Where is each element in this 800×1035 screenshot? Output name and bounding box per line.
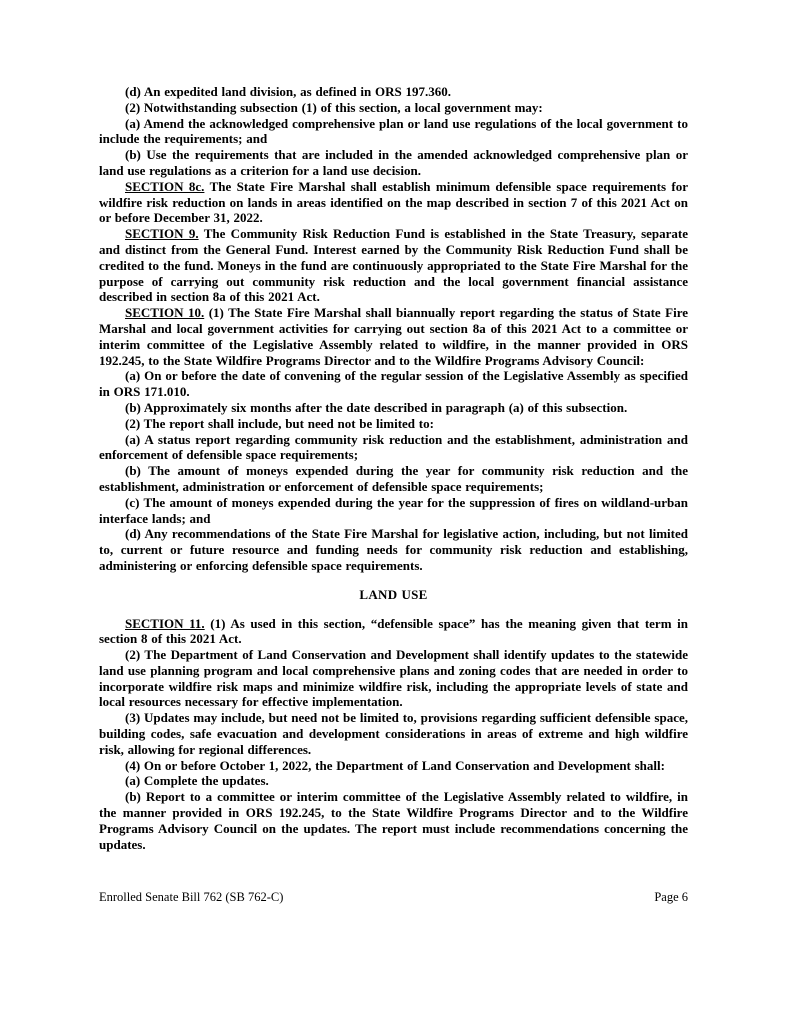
paragraph-text: (1) The State Fire Marshal shall biannually report regarding the status of State Fire Marshal and local government activities for carrying out section 8a of this 2021 Act to a committee or interim committee of the Legislative Assembly related to wildfire, in the manner provided in ORS 192.245, to the State Wildfire Programs Director and to the Wildfire Programs Advisory Council: — [99, 305, 688, 368]
bill-paragraph — [99, 526, 688, 573]
bill-text — [99, 84, 688, 852]
paragraph-text: (a) Complete the updates. — [125, 773, 269, 789]
bill-paragraph — [99, 305, 688, 368]
bill-paragraph — [99, 368, 688, 400]
bill-paragraph — [99, 647, 688, 710]
footer-bill-title: Enrolled Senate Bill 762 (SB 762-C) — [99, 890, 284, 904]
bill-paragraph — [99, 432, 688, 464]
section-label: SECTION 9. — [125, 226, 199, 242]
paragraph-text: (b) Approximately six months after the date described in paragraph (a) of this subsection. — [125, 399, 628, 415]
bill-paragraph — [99, 179, 688, 226]
paragraph-text: (2) The Department of Land Conservation and Development shall identify updates to the statewide land use planning program and local comprehensive plans and zoning codes that are needed in order to incorporate wildfire risk maps and minimize wildfire risk, including the appropriate levels of state and local resources necessary for effective implementation. — [99, 647, 688, 710]
bill-paragraph — [99, 100, 688, 116]
page-footer — [99, 889, 688, 905]
bill-paragraph — [99, 84, 688, 100]
bill-paragraph — [99, 710, 688, 757]
paragraph-text: (2) Notwithstanding subsection (1) of this section, a local government may: — [125, 99, 543, 115]
section-label: SECTION 10. — [125, 305, 205, 321]
bill-paragraph — [99, 400, 688, 416]
paragraph-text: The Community Risk Reduction Fund is established in the State Treasury, separate and distinct from the General Fund. Interest earned by the Community Risk Reduction Fund shall be credited to the fund. Moneys in the fund are continuously appropriated to the State Fire Marshal for the purpose of carrying out community risk reduction and the local government financial assistance described in section 8a of this 2021 Act. — [99, 226, 688, 305]
bill-paragraph — [99, 616, 688, 648]
section-label: SECTION 11. — [125, 615, 205, 631]
paragraph-text: (3) Updates may include, but need not be limited to, provisions regarding sufficient defensible space, building codes, safe evacuation and development considerations in areas of extreme and high wildfire risk, allowing for regional differences. — [99, 710, 688, 757]
bill-paragraph — [99, 147, 688, 179]
paragraph-text: (b) Use the requirements that are included in the amended acknowledged comprehensive plan or land use regulations as a criterion for a land use decision. — [99, 147, 688, 178]
bill-paragraph — [99, 773, 688, 789]
paragraph-text: (c) The amount of moneys expended during the year for the suppression of fires on wildland-urban interface lands; and — [99, 494, 688, 526]
paragraph-text: (a) A status report regarding community risk reduction and the establishment, administration and enforcement of defensible space requirements; — [99, 431, 688, 463]
paragraph-text: (b) Report to a committee or interim committee of the Legislative Assembly related to wildfire, in the manner provided in ORS 192.245, to the State Wildfire Programs Director and to the Wildfire Programs Advisory Council on the updates. The report must include recommendations concerning the updates. — [99, 789, 688, 852]
paragraph-text: The State Fire Marshal shall establish minimum defensible space requirements for wildfire risk reduction on lands in areas identified on the map described in section 7 of this 2021 Act on or before December 31, 2022. — [99, 178, 689, 226]
paragraph-text: (b) The amount of moneys expended during the year for community risk reduction and the establishment, administration or enforcement of defensible space requirements; — [99, 463, 688, 494]
bill-paragraph — [99, 116, 688, 148]
bill-paragraph — [99, 789, 688, 852]
bill-paragraph — [99, 226, 688, 305]
paragraph-text: (1) As used in this section, “defensible space” has the meaning given that term in section 8 of this 2021 Act. — [99, 615, 688, 647]
bill-paragraph — [99, 463, 688, 495]
paragraph-text: (a) Amend the acknowledged comprehensive plan or land use regulations of the local government to include the requirements; and — [99, 115, 688, 147]
paragraph-text: (2) The report shall include, but need not be limited to: — [125, 415, 434, 431]
paragraph-text: (d) Any recommendations of the State Fire Marshal for legislative action, including, but not limited to, current or future resource and funding needs for community risk reduction and establishing, administering or enforcing defensible space requirements. — [99, 526, 688, 573]
footer-page-number: Page 6 — [654, 890, 688, 904]
bill-paragraph — [99, 416, 688, 432]
land-use-heading: LAND USE — [359, 586, 428, 602]
paragraph-text: (d) An expedited land division, as defined in ORS 197.360. — [125, 84, 451, 99]
section-label: SECTION 8c. — [125, 178, 205, 194]
paragraph-text: (4) On or before October 1, 2022, the Department of Land Conservation and Development shall: — [125, 757, 665, 773]
paragraph-text: (a) On or before the date of convening of the regular session of the Legislative Assembly as specified in ORS 171.010. — [99, 368, 688, 400]
bill-paragraph — [99, 495, 688, 527]
bill-paragraph — [99, 758, 688, 774]
